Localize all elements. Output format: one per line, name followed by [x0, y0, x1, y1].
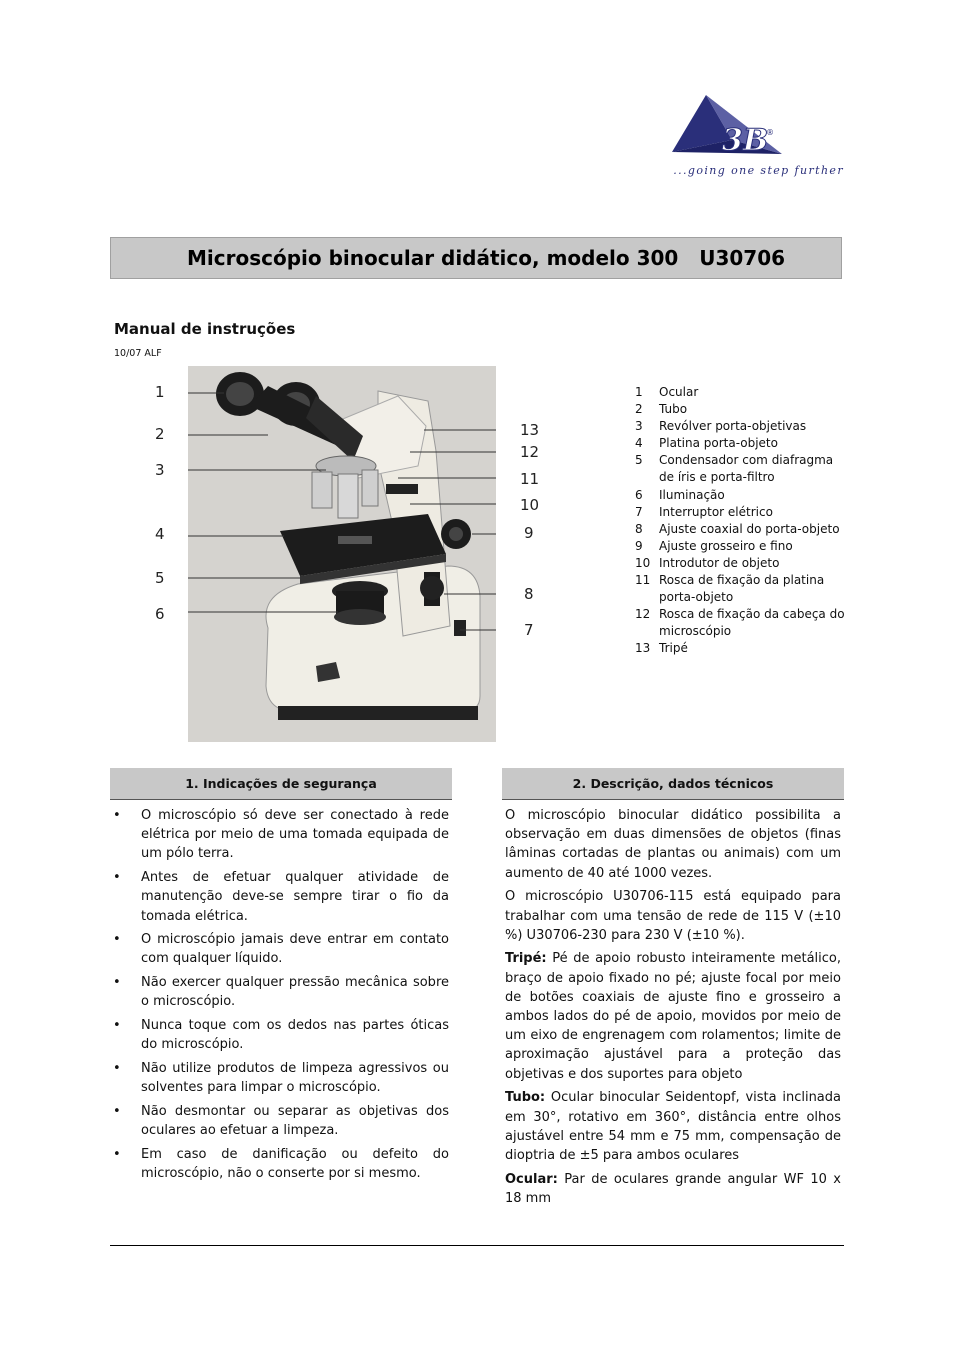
bullet-text: Nunca toque com os dedos nas partes óticas do microscópio. [141, 1018, 449, 1053]
bullet-icon: • [113, 1018, 121, 1034]
part-label: Ajuste coaxial do porta-objeto [659, 521, 840, 536]
paragraph-body: Pé de apoio robusto inteiramente metálico, braço de apoio fixado no pé; ajuste focal por meio de botões coaxiais de ajuste fino e grosseiro a ambos lados do pé de apoio, movidos por meio de um eixo de engrenagem com rolamentos; limite de aproximação ajustável para a proteção das objetivas e dos suportes para objeto [505, 951, 841, 1082]
list-item [113, 973, 449, 1011]
list-item [635, 521, 850, 538]
callout-number: 7 [524, 621, 534, 639]
callout-number: 6 [155, 605, 165, 623]
logo-tagline: ...going one step further [673, 164, 844, 177]
part-label: Tubo [659, 402, 688, 417]
bullet-text: O microscópio só deve ser conectado à rede elétrica por meio de uma tomada equipada de um pólo terra. [141, 808, 449, 862]
part-number: 6 [635, 487, 643, 502]
bullet-icon: • [113, 870, 121, 886]
part-number: 3 [635, 419, 643, 434]
bullet-text: Não exercer qualquer pressão mecânica sobre o microscópio. [141, 975, 449, 1010]
safety-list [113, 806, 449, 1188]
callout-number: 13 [520, 421, 540, 439]
section-heading-safety: 1. Indicações de segurança [110, 768, 452, 800]
paragraph-label: Tubo: [505, 1090, 546, 1106]
paragraph-tripe [505, 949, 841, 1083]
list-item [635, 452, 850, 486]
callout-number: 3 [155, 461, 165, 479]
list-item [635, 487, 850, 504]
part-number: 11 [635, 573, 651, 588]
paragraph-label: Ocular: [505, 1171, 558, 1187]
list-item [635, 538, 850, 555]
paragraph-body: Ocular binocular Seidentopf, vista inclinada em 30°, rotativo em 360°, distância entre olhos ajustável entre 54 mm e 75 mm, compensação de dioptria de ±5 para ambos oculares [505, 1090, 841, 1163]
part-number: 5 [635, 453, 643, 468]
part-number: 7 [635, 504, 643, 519]
paragraph-label: Tripé: [505, 951, 547, 967]
paragraph-voltage: O microscópio U30706-115 está equipado para trabalhar com uma tensão de rede de 115 V (±10 %) U30706-230 para 230 V (±10 %). [505, 889, 841, 943]
bullet-icon: • [113, 975, 121, 991]
list-item [635, 555, 850, 572]
bullet-icon: • [113, 932, 121, 948]
triangle-logo-icon [672, 92, 844, 162]
footer-divider [110, 1245, 844, 1246]
part-label: Tripé [659, 641, 688, 656]
list-item [113, 1016, 449, 1054]
callout-number: 10 [520, 496, 540, 514]
part-number: 4 [635, 436, 643, 451]
list-item [635, 435, 850, 452]
document-code: 10/07 ALF [114, 348, 162, 359]
paragraph-ocular [505, 1170, 841, 1208]
part-number: 10 [635, 555, 651, 570]
list-item [635, 401, 850, 418]
bullet-text: Não utilize produtos de limpeza agressivos ou solventes para limpar o microscópio. [141, 1060, 449, 1096]
callout-number: 5 [155, 569, 165, 587]
callout-number: 11 [520, 470, 540, 488]
microscope-illustration [188, 366, 496, 742]
section-heading-description: 2. Descrição, dados técnicos [502, 768, 844, 800]
callout-number: 4 [155, 525, 165, 543]
list-item [635, 572, 850, 606]
part-label: Rosca de fixação da platina porta-objeto [659, 573, 825, 605]
description-text [505, 806, 841, 1213]
bullet-text: Antes de efetuar qualquer atividade de manutenção deve-se sempre tirar o fio da tomada elétrica. [141, 870, 449, 924]
part-label: Condensador com diafragma de íris e porta-filtro [659, 453, 834, 485]
list-item [635, 640, 850, 657]
list-item [635, 384, 850, 401]
paragraph-intro: O microscópio binocular didático possibilita a observação em duas dimensões de objetos (finas lâminas cortadas de plantas ou animais) com um aumento de 40 até 1000 vezes. [505, 808, 841, 881]
part-number: 8 [635, 521, 643, 536]
list-item [635, 418, 850, 435]
list-item [113, 1145, 449, 1183]
list-item [113, 930, 449, 968]
part-number: 9 [635, 538, 643, 553]
callout-number: 9 [524, 524, 534, 542]
callout-number: 8 [524, 585, 534, 603]
microscope-photo [188, 366, 496, 742]
part-label: Ajuste grosseiro e fino [659, 538, 793, 553]
list-item [113, 806, 449, 864]
list-item [113, 868, 449, 926]
parts-list [635, 384, 850, 658]
part-number: 12 [635, 607, 651, 622]
part-number: 13 [635, 641, 651, 656]
callout-number: 2 [155, 425, 165, 443]
logo-mark: 3B [722, 123, 769, 158]
paragraph-body: Par de oculares grande angular WF 10 x 18 mm [505, 1171, 841, 1206]
part-label: Iluminação [659, 487, 725, 502]
microscope-figure [150, 366, 550, 742]
title-bar [110, 237, 842, 279]
manual-heading: Manual de instruções [114, 320, 296, 338]
part-number: 1 [635, 385, 643, 399]
document-title: Microscópio binocular didático, modelo 300 U30706 [187, 246, 786, 270]
bullet-icon: • [113, 1103, 121, 1119]
list-item [635, 606, 850, 640]
registered-mark: ® [766, 128, 774, 137]
bullet-text: Em caso de danificação ou defeito do microscópio, não o conserte por si mesmo. [141, 1146, 449, 1181]
part-label: Platina porta-objeto [659, 436, 778, 451]
part-number: 2 [635, 402, 643, 417]
list-item [113, 1102, 449, 1140]
part-label: Revólver porta-objetivas [659, 419, 807, 434]
bullet-icon: • [113, 808, 121, 823]
part-label: Ocular [659, 385, 699, 399]
callout-number: 1 [155, 383, 165, 401]
paragraph-tubo [505, 1088, 841, 1165]
brand-logo [672, 92, 844, 184]
list-item [113, 1059, 449, 1097]
bullet-icon: • [113, 1060, 121, 1076]
callout-number: 12 [520, 443, 540, 461]
part-label: Rosca de fixação da cabeça do microscópio [659, 607, 845, 639]
part-label: Interruptor elétrico [659, 504, 773, 519]
list-item [635, 504, 850, 521]
bullet-text: Não desmontar ou separar as objetivas dos oculares ao efetuar a limpeza. [141, 1103, 449, 1139]
bullet-icon: • [113, 1146, 121, 1162]
bullet-text: O microscópio jamais deve entrar em contato com qualquer líquido. [141, 932, 449, 967]
part-label: Introdutor de objeto [659, 555, 780, 570]
